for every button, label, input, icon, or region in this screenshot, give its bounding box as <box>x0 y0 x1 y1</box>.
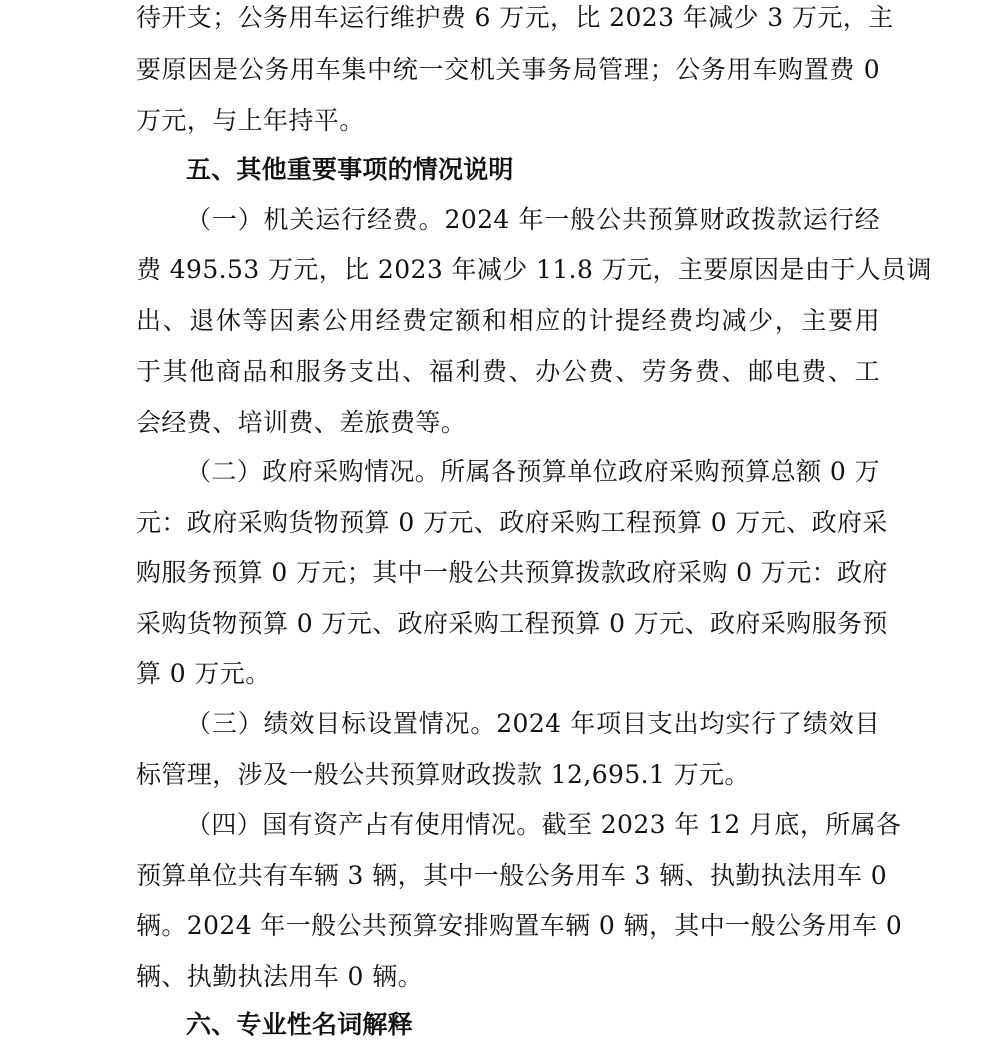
paragraph-line: 待开支；公务用车运行维护费 6 万元，比 2023 年减少 3 万元，主 <box>136 3 894 32</box>
paragraph-line: 于其他商品和服务支出、福利费、办公费、劳务费、邮电费、工 <box>136 357 880 386</box>
paragraph-line: （二）政府采购情况。所属各预算单位政府采购预算总额 0 万 <box>186 457 880 486</box>
paragraph-line: 费 495.53 万元，比 2023 年减少 11.8 万元，主要原因是由于人员调 <box>136 255 932 284</box>
paragraph-line: 预算单位共有车辆 3 辆，其中一般公务用车 3 辆、执勤执法用车 0 <box>136 861 888 890</box>
paragraph-line: 会经费、培训费、差旅费等。 <box>136 408 467 437</box>
paragraph-line: 出、退休等因素公用经费定额和相应的计提经费均减少，主要用 <box>136 306 880 335</box>
paragraph-line: 采购货物预算 0 万元、政府采购工程预算 0 万元、政府采购服务预 <box>136 609 888 638</box>
paragraph-line: 要原因是公务用车集中统一交机关事务局管理；公务用车购置费 0 <box>136 55 880 84</box>
paragraph-line: 算 0 万元。 <box>136 659 271 688</box>
paragraph-line: 万元，与上年持平。 <box>136 106 365 135</box>
paragraph-line: 购服务预算 0 万元；其中一般公共预算拨款政府采购 0 万元：政府 <box>136 558 888 587</box>
paragraph-line: 辆。2024 年一般公共预算安排购置车辆 0 辆，其中一般公务用车 0 <box>136 911 903 940</box>
paragraph-line: 元：政府采购货物预算 0 万元、政府采购工程预算 0 万元、政府采 <box>136 508 888 537</box>
paragraph-line: （三）绩效目标设置情况。2024 年项目支出均实行了绩效目 <box>186 709 880 738</box>
paragraph-line: （一）机关运行经费。2024 年一般公共预算财政拨款运行经 <box>186 205 880 234</box>
paragraph-line: 辆、执勤执法用车 0 辆。 <box>136 962 424 991</box>
section-heading-6: 六、专业性名词解释 <box>186 1010 413 1039</box>
paragraph-line: 标管理，涉及一般公共预算财政拨款 12,695.1 万元。 <box>136 760 750 789</box>
paragraph-line: （四）国有资产占有使用情况。截至 2023 年 12 月底，所属各 <box>186 810 902 839</box>
section-heading-5: 五、其他重要事项的情况说明 <box>186 155 514 184</box>
